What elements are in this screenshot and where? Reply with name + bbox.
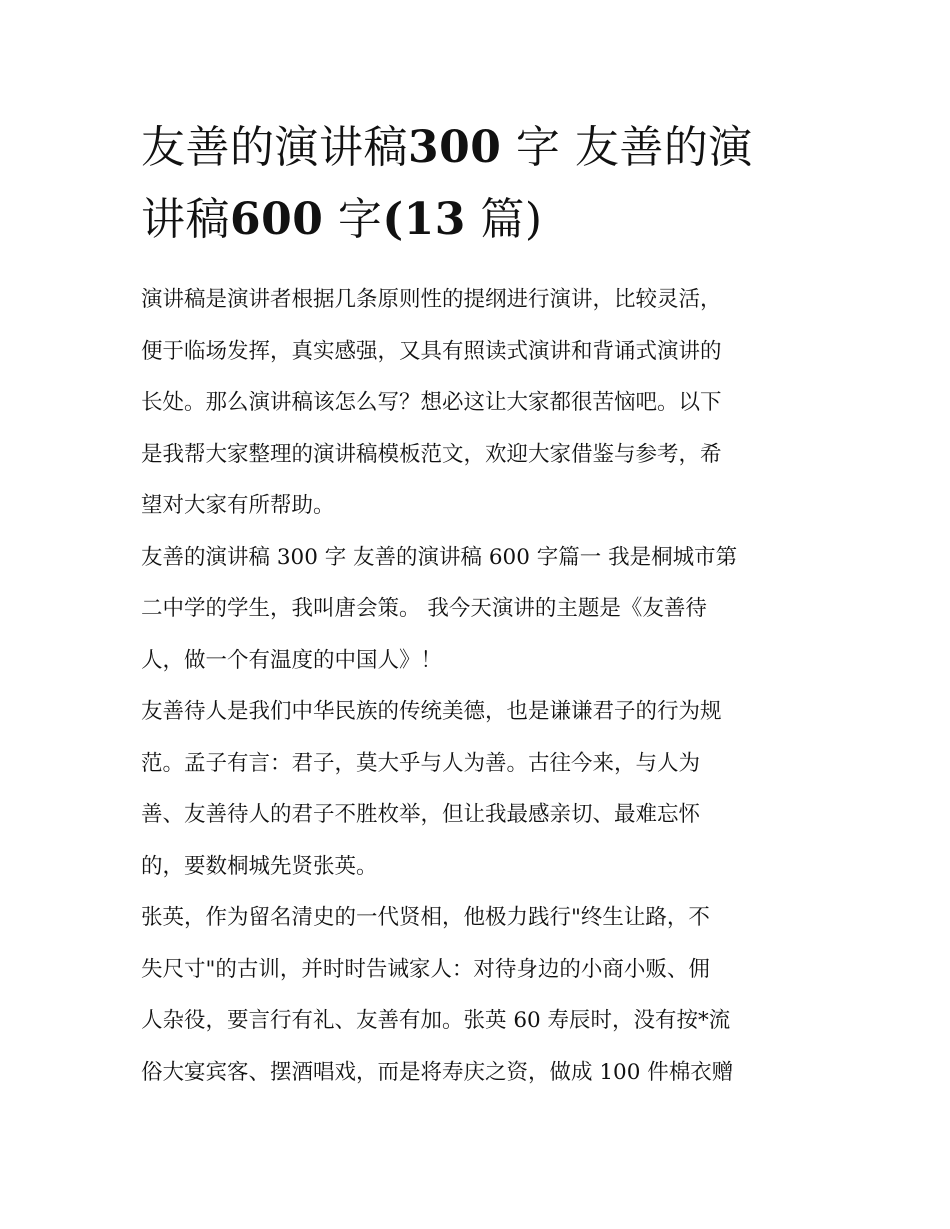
title-line-2 bbox=[141, 184, 813, 256]
title-number: (13 bbox=[382, 194, 466, 245]
text-line: 俗大宴宾客、摆酒唱戏，而是将寿庆之资，做成 100 件棉衣赠 bbox=[141, 1059, 734, 1085]
text-line: 便于临场发挥，真实感强，又具有照读式演讲和背诵式演讲的 bbox=[141, 338, 722, 364]
title-text: 讲稿 bbox=[141, 194, 230, 245]
paragraph-zhang-ying bbox=[141, 892, 813, 1098]
title-text: 字 友善的演 bbox=[515, 122, 753, 173]
paragraph-intro bbox=[141, 274, 813, 532]
text-line: 二中学的学生，我叫唐会策。 我今天演讲的主题是《友善待 bbox=[141, 596, 707, 621]
text-line: 范。孟子有言：君子，莫大乎与人为善。古往今来，与人为 bbox=[141, 750, 701, 776]
paragraph-article-start bbox=[141, 532, 813, 687]
text-line: 友善待人是我们中华民族的传统美德，也是谦谦君子的行为规 bbox=[141, 699, 722, 724]
document-page bbox=[141, 112, 813, 1098]
text-line: 人杂役，要言行有礼、友善有加。张英 60 寿辰时，没有按*流 bbox=[141, 1008, 731, 1033]
title-text: 友善的演讲稿 bbox=[141, 122, 408, 173]
text-line: 演讲稿是演讲者根据几条原则性的提纲进行演讲，比较灵活， bbox=[141, 287, 722, 312]
title-line-1 bbox=[141, 112, 813, 184]
document-title bbox=[141, 112, 813, 256]
title-number: 600 bbox=[230, 194, 324, 245]
text-line: 的，要数桐城先贤张英。 bbox=[141, 853, 378, 879]
text-line: 人，做一个有温度的中国人》！ bbox=[141, 647, 443, 673]
title-text: 字 bbox=[337, 194, 383, 245]
text-line: 善、友善待人的君子不胜枚举，但让我最感亲切、最难忘怀 bbox=[141, 802, 701, 827]
text-line: 友善的演讲稿 300 字 友善的演讲稿 600 字篇一 我是桐城市第 bbox=[141, 544, 738, 570]
title-text: 篇) bbox=[480, 194, 543, 245]
text-line: 是我帮大家整理的演讲稿模板范文，欢迎大家借鉴与参考，希 bbox=[141, 441, 722, 467]
text-line: 长处。那么演讲稿该怎么写？想必这让大家都很苦恼吧。以下 bbox=[141, 390, 722, 415]
title-number: 300 bbox=[408, 122, 502, 173]
text-line: 张英，作为留名清史的一代贤相，他极力践行"终生让路，不 bbox=[141, 905, 710, 930]
text-line: 望对大家有所帮助。 bbox=[141, 493, 335, 518]
text-line: 失尺寸"的古训，并时时告诫家人：对待身边的小商小贩、佣 bbox=[141, 956, 710, 982]
paragraph-virtue bbox=[141, 686, 813, 892]
